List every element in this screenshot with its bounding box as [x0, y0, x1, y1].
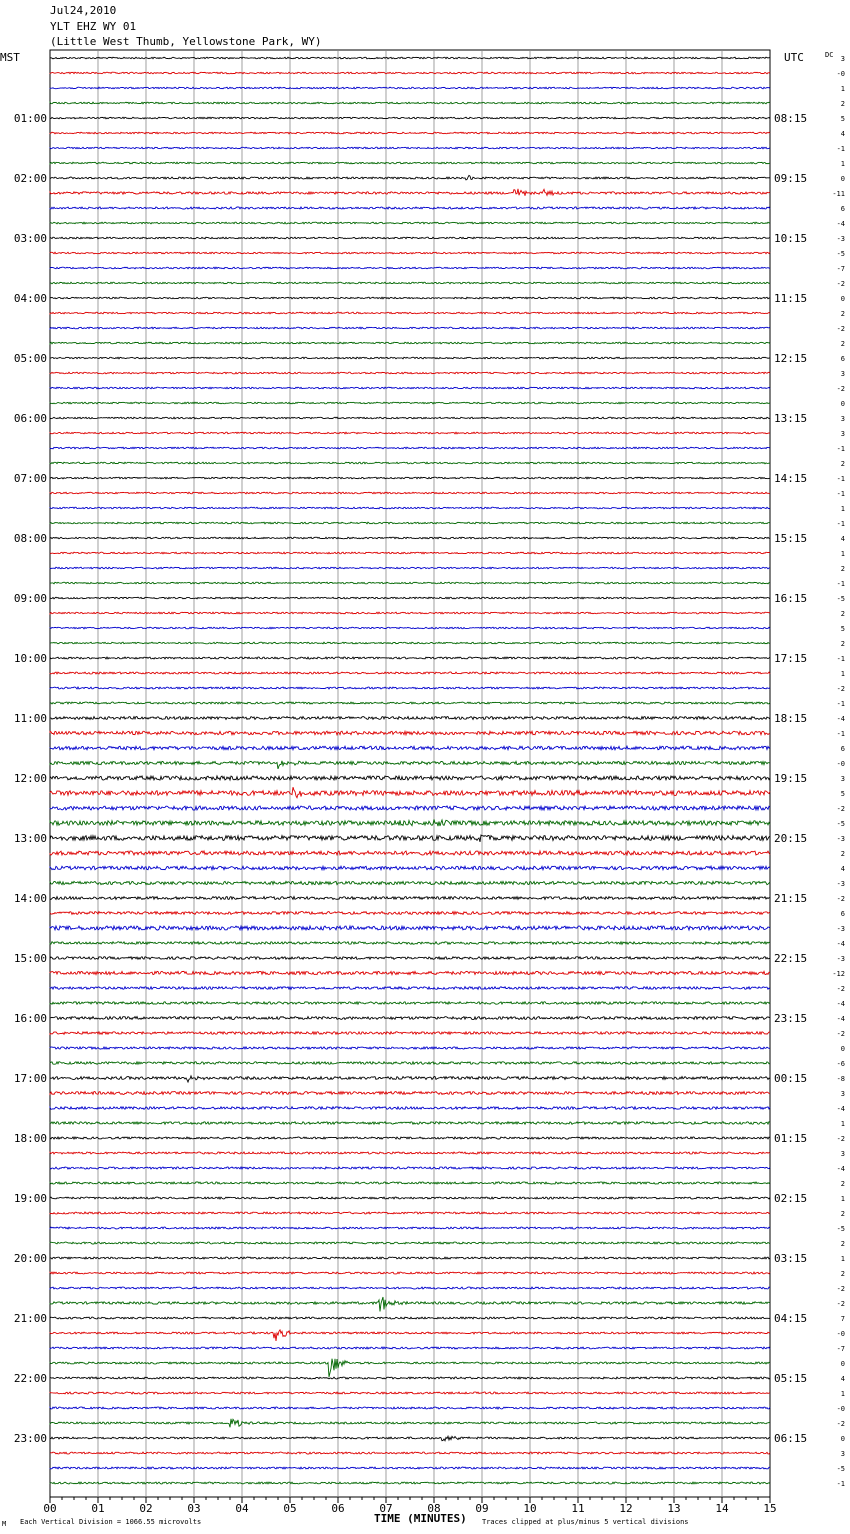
seismic-trace — [50, 657, 770, 659]
x-axis-title: TIME (MINUTES) — [374, 1512, 467, 1525]
seismic-trace — [50, 881, 770, 884]
dc-offset-value: -2 — [836, 1300, 845, 1308]
dc-offset-value: 3 — [840, 1150, 845, 1158]
utc-hour-label: 13:15 — [774, 412, 808, 425]
utc-hour-label: 23:15 — [774, 1012, 808, 1025]
dc-offset-value: -5 — [836, 250, 845, 258]
dc-offset-value: -0 — [836, 70, 845, 78]
dc-offset-value: -11 — [832, 190, 845, 198]
mst-hour-label: 10:00 — [13, 652, 47, 665]
dc-offset-value: 1 — [840, 1255, 845, 1263]
seismic-trace — [50, 1062, 770, 1065]
dc-offset-value: -1 — [836, 145, 845, 153]
seismic-trace — [50, 717, 770, 720]
mst-hour-label: 08:00 — [13, 532, 47, 545]
dc-offset-value: 0 — [840, 400, 845, 408]
x-tick-label: 00 — [43, 1502, 57, 1515]
seismic-trace — [50, 1436, 770, 1441]
seismic-trace — [50, 866, 770, 870]
dc-offset-value: 2 — [840, 1270, 845, 1278]
dc-offset-value: 0 — [840, 1045, 845, 1053]
x-tick-label: 10 — [523, 1502, 537, 1515]
seismic-trace — [50, 402, 770, 404]
seismic-trace — [50, 687, 770, 689]
seismic-trace — [50, 672, 770, 674]
mst-hour-label: 12:00 — [13, 772, 47, 785]
dc-offset-value: 3 — [840, 775, 845, 783]
seismic-trace — [50, 702, 770, 704]
seismic-trace — [50, 851, 770, 855]
seismic-trace — [50, 1137, 770, 1139]
x-tick-label: 09 — [475, 1502, 489, 1515]
seismic-trace — [50, 462, 770, 464]
seismic-trace — [50, 207, 770, 209]
x-tick-label: 14 — [715, 1502, 729, 1515]
seismic-trace — [50, 132, 770, 134]
seismic-trace — [50, 1017, 770, 1020]
mst-hour-label: 17:00 — [13, 1072, 47, 1085]
utc-hour-label: 06:15 — [774, 1432, 808, 1445]
dc-offset-value: 2 — [840, 340, 845, 348]
dc-offset-value: -7 — [836, 265, 845, 273]
dc-offset-value: -8 — [836, 1075, 845, 1083]
dc-offset-value: 2 — [840, 100, 845, 108]
dc-offset-value: 3 — [840, 370, 845, 378]
utc-hour-label: 15:15 — [774, 532, 808, 545]
seismic-trace — [50, 57, 770, 59]
station-code: YLT EHZ WY 01 — [50, 20, 137, 33]
seismic-trace — [50, 342, 770, 344]
dc-offset-value: 5 — [840, 790, 845, 798]
dc-offset-value: -4 — [836, 715, 845, 723]
seismic-trace — [50, 312, 770, 314]
seismic-trace — [50, 189, 770, 196]
dc-offset-value: 0 — [840, 175, 845, 183]
utc-hour-label: 12:15 — [774, 352, 808, 365]
dc-offset-value: -5 — [836, 820, 845, 828]
dc-offset-value: -2 — [836, 985, 845, 993]
mst-hour-label: 09:00 — [13, 592, 47, 605]
seismic-trace — [50, 746, 770, 750]
dc-offset-value: 1 — [840, 550, 845, 558]
seismic-trace — [50, 567, 770, 569]
dc-offset-value: -4 — [836, 1165, 845, 1173]
seismic-trace — [50, 1122, 770, 1125]
dc-offset-value: -7 — [836, 1345, 845, 1353]
dc-offset-value: -5 — [836, 1225, 845, 1233]
mst-hour-label: 16:00 — [13, 1012, 47, 1025]
utc-hour-label: 20:15 — [774, 832, 808, 845]
mst-hour-label: 23:00 — [13, 1432, 47, 1445]
utc-zone-label: UTC — [784, 51, 804, 64]
seismic-trace — [50, 1002, 770, 1005]
seismic-trace — [50, 761, 770, 769]
seismic-trace — [50, 787, 770, 798]
seismic-trace — [50, 731, 770, 735]
dc-offset-value: -3 — [836, 880, 845, 888]
seismic-trace — [50, 987, 770, 990]
utc-hour-label: 22:15 — [774, 952, 808, 965]
mst-hour-label: 21:00 — [13, 1312, 47, 1325]
seismic-trace — [50, 642, 770, 644]
dc-offset-value: 2 — [840, 1210, 845, 1218]
dc-offset-value: 2 — [840, 640, 845, 648]
x-tick-label: 15 — [763, 1502, 777, 1515]
mst-hour-label: 13:00 — [13, 832, 47, 845]
x-tick-label: 06 — [331, 1502, 345, 1515]
seismic-trace — [50, 1287, 770, 1289]
dc-offset-value: 1 — [840, 505, 845, 513]
seismic-trace — [50, 537, 770, 539]
seismic-trace — [50, 1272, 770, 1274]
seismic-trace — [50, 776, 770, 780]
dc-offset-value: 4 — [840, 1375, 845, 1383]
dc-offset-value: 3 — [840, 1090, 845, 1098]
mst-hour-label: 01:00 — [13, 112, 47, 125]
utc-hour-label: 04:15 — [774, 1312, 808, 1325]
dc-offset-value: -12 — [832, 970, 845, 978]
record-date: Jul24,2010 — [50, 4, 117, 17]
dc-offset-value: -5 — [836, 1465, 845, 1473]
corner-mark: M — [2, 1520, 7, 1528]
x-tick-label: 03 — [187, 1502, 201, 1515]
dc-offset-value: 3 — [840, 1450, 845, 1458]
seismic-trace — [50, 327, 770, 329]
dc-offset-value: 6 — [840, 910, 845, 918]
seismic-trace — [50, 147, 770, 149]
mst-hour-label: 04:00 — [13, 292, 47, 305]
seismic-trace — [50, 522, 770, 524]
seismic-trace — [50, 942, 770, 945]
seismic-trace — [50, 87, 770, 89]
x-tick-label: 12 — [619, 1502, 633, 1515]
dc-offset-value: -1 — [836, 475, 845, 483]
dc-offset-value: 1 — [840, 1120, 845, 1128]
seismic-trace — [50, 1347, 770, 1349]
station-location: (Little West Thumb, Yellowstone Park, WY) — [50, 35, 322, 48]
seismic-trace — [50, 1047, 770, 1049]
seismic-trace — [50, 1227, 770, 1229]
dc-offset-value: -1 — [836, 655, 845, 663]
utc-hour-label: 14:15 — [774, 472, 808, 485]
dc-offset-value: 1 — [840, 85, 845, 93]
dc-offset-value: 4 — [840, 865, 845, 873]
seismic-trace — [50, 432, 770, 434]
dc-offset-value: -0 — [836, 1330, 845, 1338]
dc-offset-value: -2 — [836, 1030, 845, 1038]
seismic-trace — [50, 1419, 770, 1428]
seismic-trace — [50, 1359, 770, 1377]
seismic-trace — [50, 612, 770, 614]
utc-hour-label: 09:15 — [774, 172, 808, 185]
seismic-trace — [50, 1452, 770, 1454]
seismic-trace — [50, 72, 770, 74]
seismic-trace — [50, 912, 770, 915]
seismic-trace — [50, 1242, 770, 1244]
seismic-trace — [50, 582, 770, 584]
dc-offset-value: 0 — [840, 1360, 845, 1368]
dc-offset-value: 2 — [840, 1240, 845, 1248]
dc-offset-value: -0 — [836, 1405, 845, 1413]
dc-offset-value: -5 — [836, 595, 845, 603]
seismic-trace — [50, 1467, 770, 1469]
seismic-trace — [50, 102, 770, 104]
seismic-trace — [50, 222, 770, 224]
seismic-trace — [50, 492, 770, 494]
dc-offset-value: -3 — [836, 925, 845, 933]
dc-offset-value: -0 — [836, 760, 845, 768]
utc-hour-label: 16:15 — [774, 592, 808, 605]
seismic-trace — [50, 117, 770, 119]
utc-hour-label: 00:15 — [774, 1072, 808, 1085]
dc-offset-value: -2 — [836, 685, 845, 693]
seismic-trace — [50, 1076, 770, 1082]
dc-offset-value: -6 — [836, 1060, 845, 1068]
seismic-trace — [50, 297, 770, 299]
seismic-trace — [50, 1317, 770, 1319]
seismic-trace — [50, 1377, 770, 1379]
dc-offset-value: -1 — [836, 445, 845, 453]
dc-offset-value: -2 — [836, 1285, 845, 1293]
dc-offset-value: 0 — [840, 1435, 845, 1443]
seismic-trace — [50, 806, 770, 810]
mst-hour-label: 02:00 — [13, 172, 47, 185]
mst-hour-label: 06:00 — [13, 412, 47, 425]
seismic-trace — [50, 897, 770, 900]
dc-offset-value: -3 — [836, 235, 845, 243]
seismic-trace — [50, 357, 770, 359]
dc-offset-value: -4 — [836, 1015, 845, 1023]
seismic-trace — [50, 1092, 770, 1095]
seismic-trace — [50, 971, 770, 974]
dc-offset-value: -2 — [836, 385, 845, 393]
seismic-trace — [50, 1392, 770, 1394]
seismic-trace — [50, 835, 770, 842]
dc-offset-value: 2 — [840, 565, 845, 573]
dc-offset-value: -4 — [836, 1000, 845, 1008]
seismic-trace — [50, 507, 770, 509]
dc-offset-value: -2 — [836, 895, 845, 903]
utc-hour-label: 11:15 — [774, 292, 808, 305]
dc-offset-value: -4 — [836, 220, 845, 228]
dc-offset-value: 6 — [840, 745, 845, 753]
seismic-trace — [50, 1152, 770, 1154]
dc-offset-value: -1 — [836, 730, 845, 738]
mst-zone-label: MST — [0, 51, 20, 64]
dc-offset-value: 3 — [840, 430, 845, 438]
seismic-trace — [50, 1167, 770, 1169]
seismic-trace — [50, 372, 770, 374]
seismic-trace — [50, 1197, 770, 1199]
mst-hour-label: 07:00 — [13, 472, 47, 485]
seismic-trace — [50, 477, 770, 479]
dc-offset-value: -1 — [836, 700, 845, 708]
dc-offset-value: -1 — [836, 490, 845, 498]
x-tick-label: 02 — [139, 1502, 153, 1515]
utc-hour-label: 08:15 — [774, 112, 808, 125]
dc-offset-value: -2 — [836, 1135, 845, 1143]
seismic-trace — [50, 1257, 770, 1259]
dc-offset-value: 4 — [840, 535, 845, 543]
dc-offset-value: 3 — [840, 55, 845, 63]
seismic-trace — [50, 387, 770, 389]
seismic-trace — [50, 447, 770, 449]
dc-offset-value: 0 — [840, 295, 845, 303]
dc-offset-value: 1 — [840, 670, 845, 678]
dc-offset-value: 2 — [840, 460, 845, 468]
dc-offset-value: -1 — [836, 520, 845, 528]
dc-offset-value: -2 — [836, 280, 845, 288]
seismic-trace — [50, 282, 770, 284]
dc-offset-value: 2 — [840, 850, 845, 858]
utc-hour-label: 17:15 — [774, 652, 808, 665]
utc-hour-label: 10:15 — [774, 232, 808, 245]
dc-offset-value: 6 — [840, 355, 845, 363]
seismic-trace — [50, 1212, 770, 1214]
dc-offset-value: -2 — [836, 1420, 845, 1428]
dc-offset-value: 5 — [840, 115, 845, 123]
dc-offset-value: -2 — [836, 805, 845, 813]
mst-hour-label: 14:00 — [13, 892, 47, 905]
dc-offset-value: 4 — [840, 130, 845, 138]
dc-offset-value: -4 — [836, 1105, 845, 1113]
mst-hour-label: 03:00 — [13, 232, 47, 245]
dc-offset-value: -2 — [836, 325, 845, 333]
seismic-trace — [50, 237, 770, 239]
x-tick-label: 11 — [571, 1502, 585, 1515]
x-tick-label: 08 — [427, 1502, 441, 1515]
dc-offset-value: 6 — [840, 205, 845, 213]
x-tick-label: 07 — [379, 1502, 393, 1515]
seismic-trace — [50, 417, 770, 419]
seismic-trace — [50, 1107, 770, 1110]
dc-offset-value: 1 — [840, 1390, 845, 1398]
x-tick-label: 05 — [283, 1502, 297, 1515]
seismic-trace — [50, 1182, 770, 1184]
dc-offset-value: -1 — [836, 580, 845, 588]
seismic-trace — [50, 1297, 770, 1312]
dc-offset-value: 7 — [840, 1315, 845, 1323]
seismic-trace — [50, 957, 770, 960]
seismic-trace — [50, 1482, 770, 1484]
seismic-trace — [50, 162, 770, 164]
plot-frame — [50, 50, 770, 1497]
seismic-trace — [50, 252, 770, 254]
dc-offset-value: 1 — [840, 1195, 845, 1203]
mst-hour-label: 22:00 — [13, 1372, 47, 1385]
seismic-trace — [50, 552, 770, 554]
mst-hour-label: 20:00 — [13, 1252, 47, 1265]
dc-header-label: DC — [825, 51, 834, 59]
seismic-trace — [50, 1407, 770, 1409]
dc-offset-value: 3 — [840, 415, 845, 423]
utc-hour-label: 02:15 — [774, 1192, 808, 1205]
dc-offset-value: -3 — [836, 955, 845, 963]
dc-offset-value: 2 — [840, 1180, 845, 1188]
seismic-trace — [50, 1330, 770, 1341]
utc-hour-label: 21:15 — [774, 892, 808, 905]
seismic-trace — [50, 597, 770, 599]
mst-hour-label: 19:00 — [13, 1192, 47, 1205]
mst-hour-label: 05:00 — [13, 352, 47, 365]
utc-hour-label: 03:15 — [774, 1252, 808, 1265]
x-tick-label: 01 — [91, 1502, 105, 1515]
x-tick-label: 13 — [667, 1502, 681, 1515]
seismic-trace — [50, 819, 770, 826]
mst-hour-label: 18:00 — [13, 1132, 47, 1145]
utc-hour-label: 19:15 — [774, 772, 808, 785]
utc-hour-label: 05:15 — [774, 1372, 808, 1385]
utc-hour-label: 18:15 — [774, 712, 808, 725]
dc-offset-value: 1 — [840, 160, 845, 168]
x-tick-label: 04 — [235, 1502, 249, 1515]
dc-offset-value: 2 — [840, 610, 845, 618]
scale-note: Each Vertical Division = 1066.55 microvolts — [20, 1518, 202, 1526]
dc-offset-value: 2 — [840, 310, 845, 318]
seismic-trace — [50, 267, 770, 269]
utc-hour-label: 01:15 — [774, 1132, 808, 1145]
dc-offset-value: -1 — [836, 1480, 845, 1488]
clip-note: Traces clipped at plus/minus 5 vertical divisions — [482, 1518, 689, 1526]
dc-offset-value: 5 — [840, 625, 845, 633]
dc-offset-value: -4 — [836, 940, 845, 948]
mst-hour-label: 11:00 — [13, 712, 47, 725]
seismic-trace — [50, 1032, 770, 1035]
dc-offset-value: -3 — [836, 835, 845, 843]
mst-hour-label: 15:00 — [13, 952, 47, 965]
seismic-trace — [50, 175, 770, 180]
seismic-trace — [50, 926, 770, 930]
seismic-trace — [50, 627, 770, 629]
